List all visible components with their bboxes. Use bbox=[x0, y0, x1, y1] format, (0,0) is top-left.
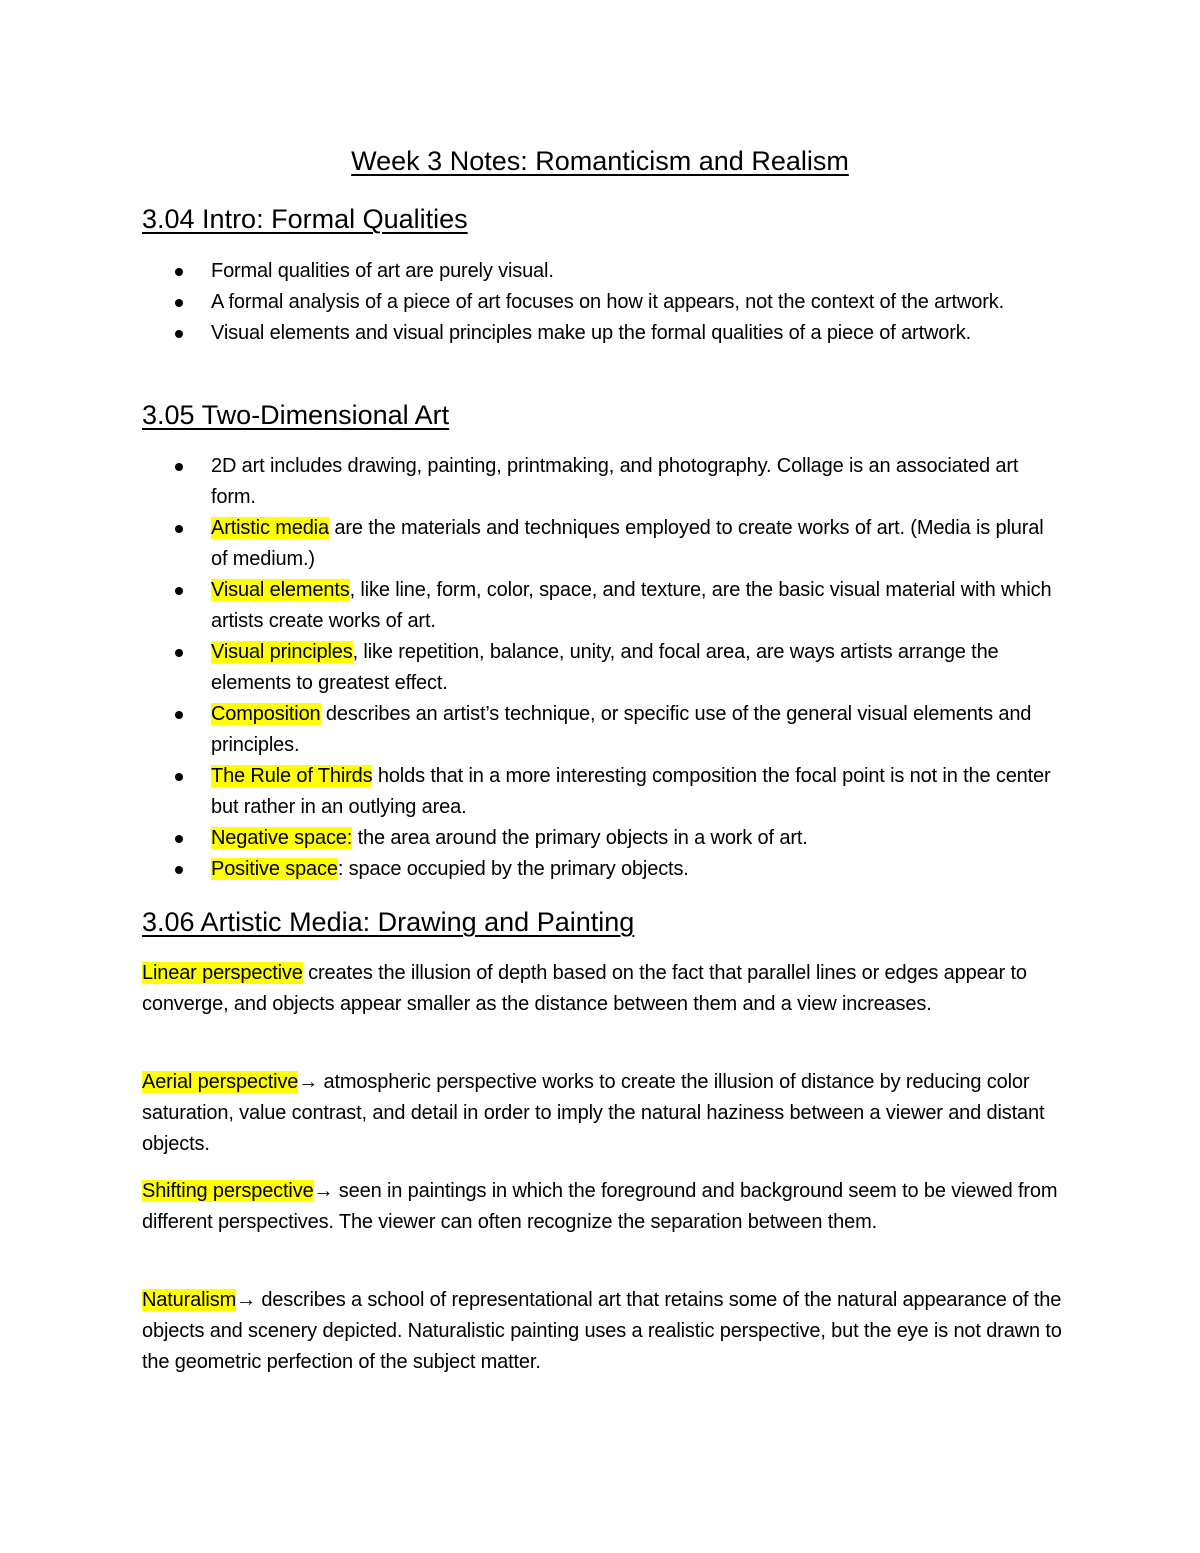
bullet-icon bbox=[175, 711, 183, 719]
bullet-icon bbox=[175, 525, 183, 533]
bullet-text: describes an artist’s technique, or specific use of the general visual elements and principles. bbox=[211, 703, 1032, 756]
highlighted-term: Positive space bbox=[211, 858, 338, 880]
bullet-text: , like repetition, balance, unity, and focal area, are ways artists arrange the elements to greatest effect. bbox=[211, 641, 999, 694]
bullet-text: Visual elements and visual principles make up the formal qualities of a piece of artwork. bbox=[211, 322, 972, 344]
bullet-item bbox=[142, 637, 1062, 699]
bullet-item bbox=[142, 318, 1062, 349]
highlighted-term: Shifting perspective bbox=[142, 1180, 314, 1202]
bullet-item bbox=[142, 287, 1062, 318]
bullet-icon bbox=[175, 299, 183, 307]
bullet-item bbox=[142, 854, 1062, 885]
bullet-icon bbox=[175, 835, 183, 843]
highlighted-term: Naturalism bbox=[142, 1289, 237, 1311]
highlighted-term: Negative space: bbox=[211, 827, 353, 849]
bullet-text: , like line, form, color, space, and texture, are the basic visual material with which artists create works of art. bbox=[211, 579, 1052, 632]
paragraph-linear-perspective bbox=[142, 958, 1062, 1020]
highlighted-term: The Rule of Thirds bbox=[211, 765, 373, 787]
bullet-item bbox=[142, 761, 1062, 823]
document-title: Week 3 Notes: Romanticism and Realism bbox=[351, 146, 849, 176]
bullet-item bbox=[142, 513, 1062, 575]
bullet-text: Formal qualities of art are purely visual. bbox=[211, 260, 554, 282]
bullet-item bbox=[142, 451, 1062, 513]
bullet-item bbox=[142, 575, 1062, 637]
highlighted-term: Linear perspective bbox=[142, 962, 303, 984]
bullet-icon bbox=[175, 866, 183, 874]
bullet-icon bbox=[175, 463, 183, 471]
paragraph-text: creates the illusion of depth based on the fact that parallel lines or edges appear to converge, and objects appear smaller as the distance between them and a view increases. bbox=[142, 962, 1027, 1015]
bullet-text: A formal analysis of a piece of art focuses on how it appears, not the context of the artwork. bbox=[211, 291, 1005, 313]
paragraph-naturalism bbox=[142, 1285, 1062, 1378]
paragraph-shifting-perspective bbox=[142, 1176, 1062, 1238]
bullet-item bbox=[142, 699, 1062, 761]
bullet-list-3-05 bbox=[142, 451, 1062, 885]
bullet-text: are the materials and techniques employed to create works of art. (Media is plural of medium.) bbox=[211, 517, 1044, 570]
bullet-item bbox=[142, 256, 1062, 287]
bullet-text: the area around the primary objects in a work of art. bbox=[352, 827, 808, 849]
bullet-icon bbox=[175, 330, 183, 338]
bullet-text: holds that in a more interesting composition the focal point is not in the center but rather in an outlying area. bbox=[211, 765, 1051, 818]
bullet-icon bbox=[175, 649, 183, 657]
paragraph-aerial-perspective bbox=[142, 1067, 1062, 1160]
paragraph-text: → describes a school of representational art that retains some of the natural appearance of the objects and scenery depicted. Naturalistic painting uses a realistic perspective, but the eye is not drawn to the geometric perfection of the subject matter. bbox=[142, 1289, 1062, 1373]
bullet-icon bbox=[175, 773, 183, 781]
highlighted-term: Aerial perspective bbox=[142, 1071, 299, 1093]
bullet-icon bbox=[175, 587, 183, 595]
section-heading-3-05: 3.05 Two-Dimensional Art bbox=[142, 400, 450, 430]
paragraph-text: → seen in paintings in which the foreground and background seem to be viewed from different perspectives. The viewer can often recognize the separation between them. bbox=[142, 1180, 1058, 1233]
highlighted-term: Artistic media bbox=[211, 517, 329, 539]
highlighted-term: Composition bbox=[211, 703, 321, 725]
paragraph-text: → atmospheric perspective works to create the illusion of distance by reducing color saturation, value contrast, and detail in order to imply the natural haziness between a viewer and distant objects. bbox=[142, 1071, 1045, 1155]
highlighted-term: Visual elements bbox=[211, 579, 350, 601]
bullet-list-3-04 bbox=[142, 256, 1062, 349]
bullet-icon bbox=[175, 268, 183, 276]
bullet-text: 2D art includes drawing, painting, printmaking, and photography. Collage is an associated art form. bbox=[211, 455, 1019, 508]
bullet-text: : space occupied by the primary objects. bbox=[337, 858, 689, 880]
highlighted-term: Visual principles bbox=[211, 641, 353, 663]
bullet-item bbox=[142, 823, 1062, 854]
section-heading-3-04: 3.04 Intro: Formal Qualities bbox=[142, 204, 468, 234]
section-heading-3-06: 3.06 Artistic Media: Drawing and Painting bbox=[142, 907, 635, 937]
